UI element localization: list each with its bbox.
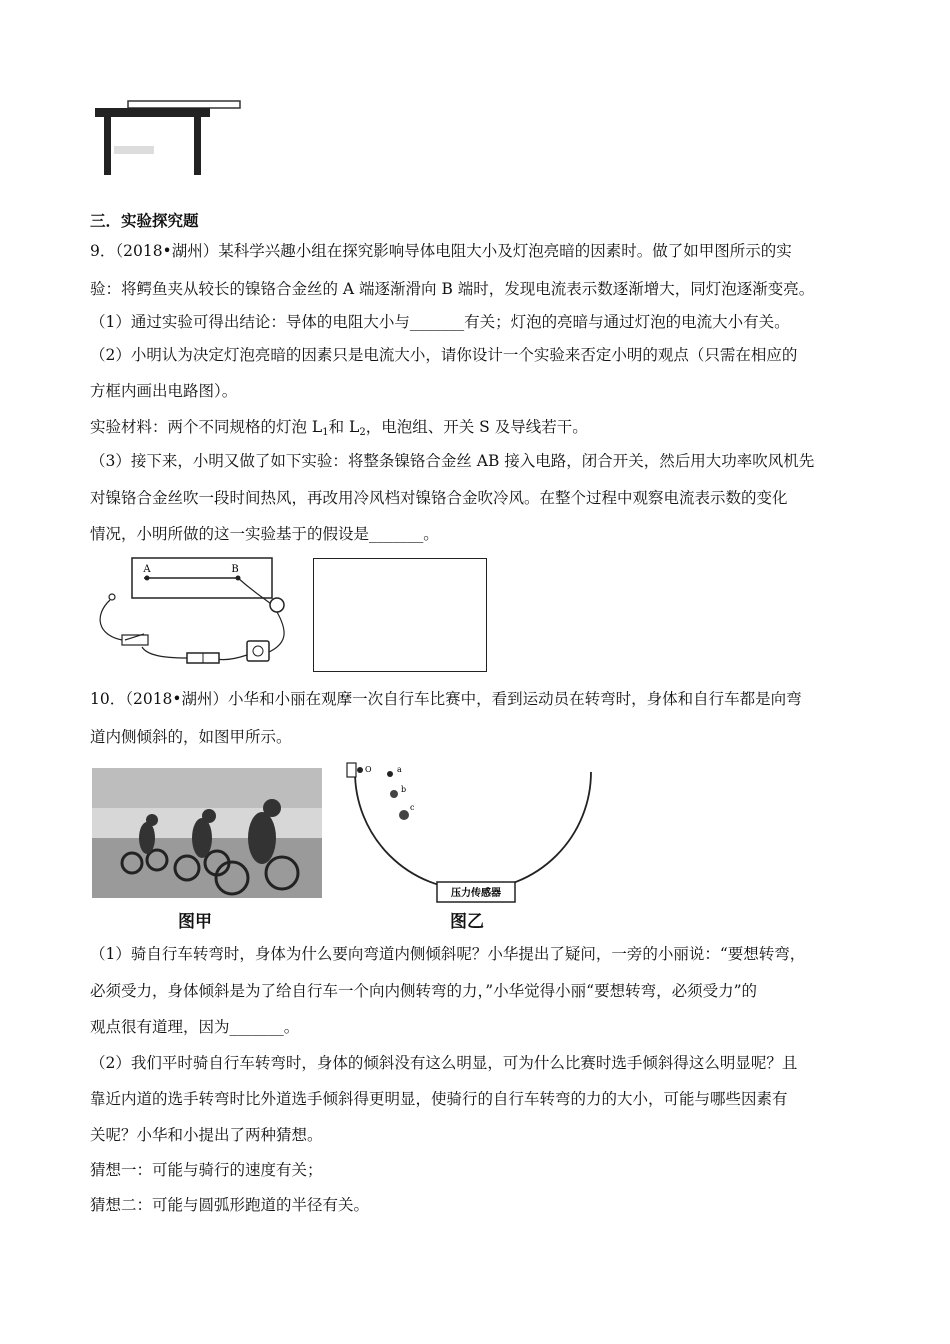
figure-b-caption: 图乙 bbox=[450, 912, 484, 932]
q10-stem-line2: 道内侧倾斜的，如图甲所示。 bbox=[90, 728, 292, 746]
q9-part1: （1）通过实验可得出结论：导体的电阻大小与_______有关；灯泡的亮暗与通过灯泡的电流大小有关。 bbox=[90, 313, 790, 331]
track-label-c: c bbox=[410, 803, 415, 812]
materials-text-c: ，电泡组、开关 S 及导线若干。 bbox=[365, 418, 588, 436]
q9-part3-line1: （3）接下来，小明又做了如下实验：将整条镍铬合金丝 AB 接入电路，闭合开关，然后用大功率吹风机先 bbox=[90, 452, 815, 470]
bulb-icon bbox=[270, 598, 284, 612]
track-figure bbox=[345, 760, 595, 910]
materials-text-a: 实验材料：两个不同规格的灯泡 L bbox=[90, 418, 323, 436]
q9-part2-line1: （2）小明认为决定灯泡亮暗的因素只是电流大小，请你设计一个实验来否定小明的观点（只需在相应的 bbox=[90, 346, 798, 364]
track-label-b: b bbox=[401, 785, 407, 794]
q10-guess1: 猜想一：可能与骑行的速度有关； bbox=[90, 1161, 323, 1179]
ammeter-icon bbox=[247, 641, 269, 661]
q10-part1-line3: 观点很有道理，因为_______。 bbox=[90, 1018, 300, 1036]
q9-part3-line3: 情况，小明所做的这一实验基于的假设是_______。 bbox=[90, 525, 439, 543]
materials-text-b: 和 L bbox=[328, 418, 360, 436]
cyclists-photo bbox=[92, 768, 322, 898]
sensor-label: 压力传感器 bbox=[451, 888, 501, 899]
q10-part2-line1: （2）我们平时骑自行车转弯时，身体的倾斜没有这么明显，可为什么比赛时选手倾斜得这么明显呢？且 bbox=[90, 1054, 798, 1072]
q10-guess2: 猜想二：可能与圆弧形跑道的半径有关。 bbox=[90, 1196, 370, 1214]
q10-part1-line2: 必须受力，身体倾斜是为了给自行车一个向内侧转弯的力，”小华觉得小丽“要想转弯，必须受力”的 bbox=[90, 982, 758, 1000]
alligator-clip-icon bbox=[109, 594, 115, 600]
q9-materials bbox=[90, 417, 588, 443]
figure-a-caption: 图甲 bbox=[178, 912, 212, 932]
track-label-a: a bbox=[397, 765, 402, 774]
table-figure bbox=[92, 98, 252, 178]
q9-stem-line1: 9．（2018•湖州）某科学兴趣小组在探究影响导体电阻大小及灯泡亮暗的因素时。做了如甲图所示的实 bbox=[90, 242, 792, 260]
q9-part2-line2: 方框内画出电路图）。 bbox=[90, 382, 238, 400]
materials-sub-2: 2 bbox=[359, 427, 366, 438]
q10-stem-line1: 10．（2018•湖州）小华和小丽在观摩一次自行车比赛中，看到运动员在转弯时，身体和自行车都是向弯 bbox=[90, 690, 802, 708]
section-title: 三．实验探究题 bbox=[90, 212, 199, 230]
q9-stem-line2: 验：将鳄鱼夹从较长的镍铬合金丝的 A 端逐渐滑向 B 端时，发现电流表示数逐渐增大，同灯泡逐渐变亮。 bbox=[90, 280, 815, 298]
circuit-figure bbox=[92, 555, 302, 670]
circuit-answer-box[interactable] bbox=[313, 558, 487, 672]
circuit-label-a: A bbox=[143, 564, 151, 575]
track-label-o: O bbox=[365, 765, 372, 774]
materials-sub-1: 1 bbox=[322, 427, 329, 438]
circuit-label-b: B bbox=[231, 564, 239, 575]
q10-part1-line1: （1）骑自行车转弯时，身体为什么要向弯道内侧倾斜呢？小华提出了疑问，一旁的小丽说：“要想转弯， bbox=[90, 945, 806, 963]
q10-part2-line2: 靠近内道的选手转弯时比外道选手倾斜得更明显，使骑行的自行车转弯的力的大小，可能与哪些因素有 bbox=[90, 1090, 788, 1108]
q9-part3-line2: 对镍铬合金丝吹一段时间热风，再改用冷风档对镍铬合金吹冷风。在整个过程中观察电流表示数的变化 bbox=[90, 489, 788, 507]
q10-part2-line3: 关呢？小华和小提出了两种猜想。 bbox=[90, 1126, 323, 1144]
